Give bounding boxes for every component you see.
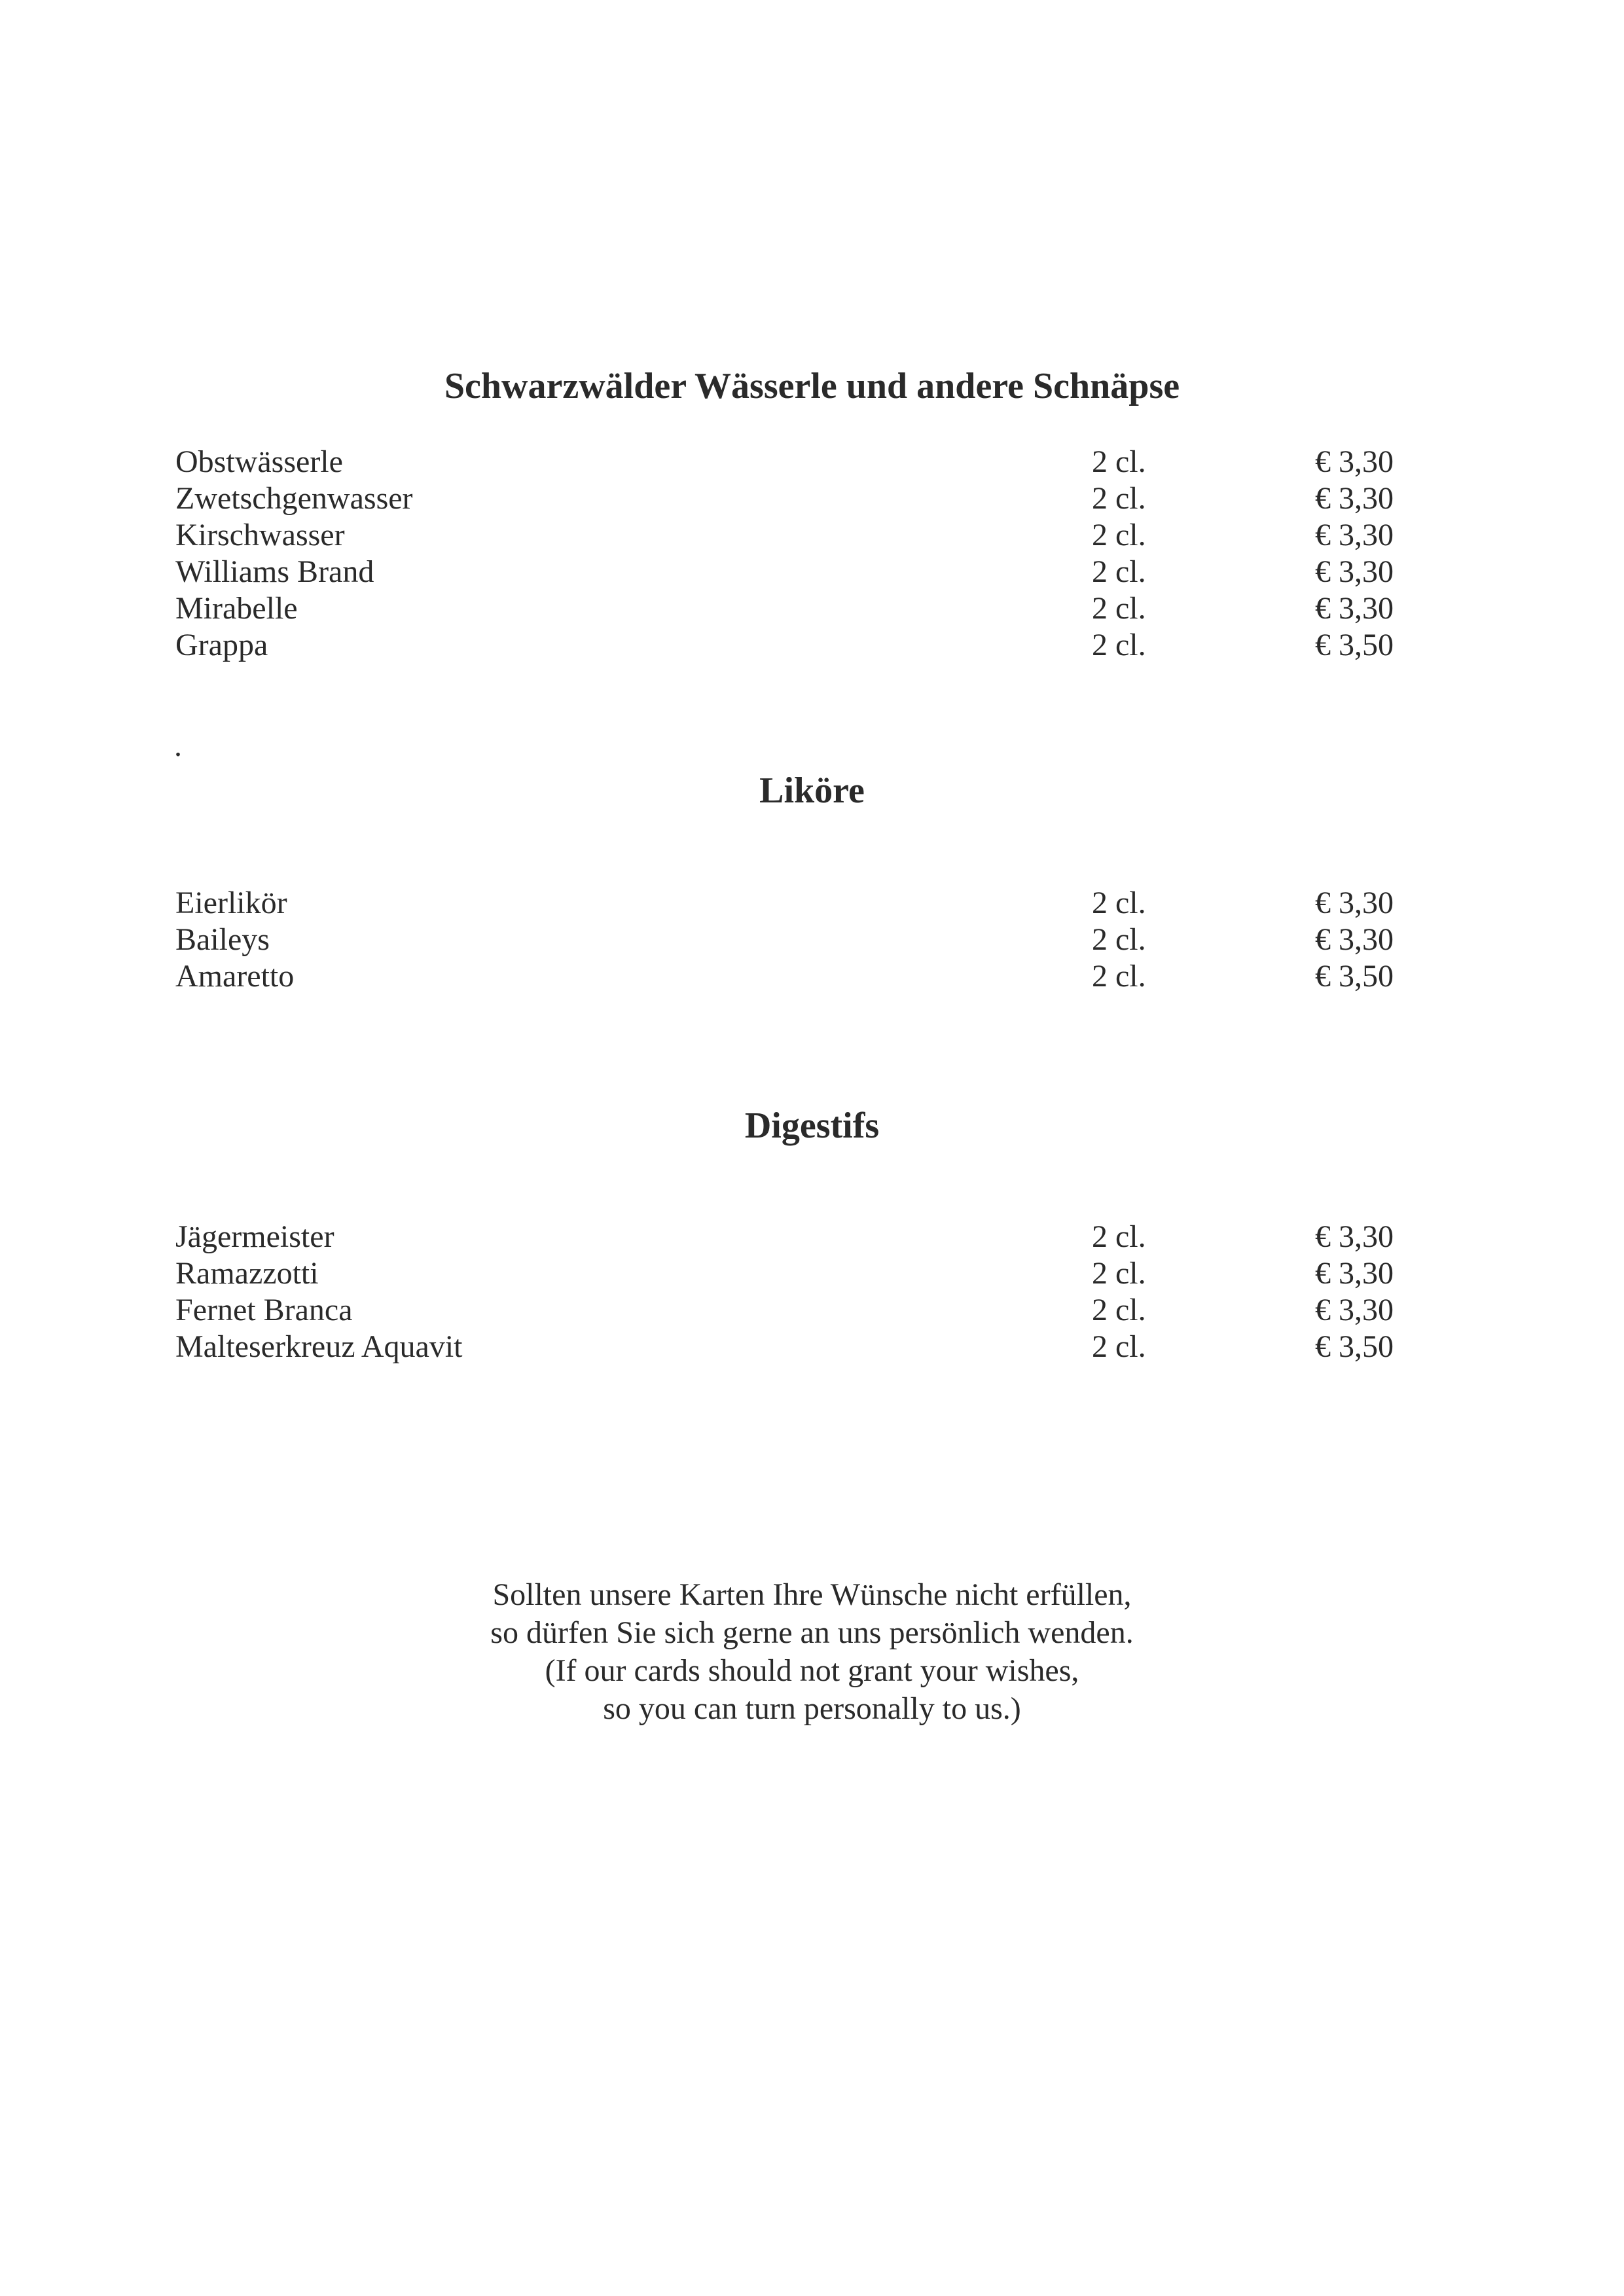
item-price: € 3,50 [1315, 628, 1394, 662]
item-price: € 3,30 [1315, 922, 1394, 957]
item-price: € 3,30 [1315, 444, 1394, 479]
menu-item [0, 1329, 1624, 1365]
item-name: Jägermeister [175, 1219, 334, 1254]
item-name: Baileys [175, 922, 270, 957]
footer-line-de-1: Sollten unsere Karten Ihre Wünsche nicht erfüllen, [492, 1577, 1132, 1612]
item-size: 2 cl. [1092, 444, 1146, 479]
menu-item [0, 922, 1624, 958]
menu-item [0, 627, 1624, 664]
item-list-likoere [0, 885, 1624, 995]
item-price: € 3,50 [1315, 1329, 1394, 1364]
item-size: 2 cl. [1092, 959, 1146, 994]
item-name: Obstwässerle [175, 444, 343, 479]
section-title-schnaepse: Schwarzwälder Wässerle und andere Schnäpse [444, 366, 1180, 406]
item-name: Malteserkreuz Aquavit [175, 1329, 463, 1364]
section-title-likoere: Liköre [759, 770, 865, 811]
menu-item [0, 444, 1624, 480]
item-price: € 3,30 [1315, 518, 1394, 552]
item-price: € 3,50 [1315, 959, 1394, 994]
item-size: 2 cl. [1092, 554, 1146, 589]
item-size: 2 cl. [1092, 1256, 1146, 1291]
menu-item [0, 958, 1624, 995]
menu-item [0, 590, 1624, 627]
item-size: 2 cl. [1092, 591, 1146, 626]
item-size: 2 cl. [1092, 1329, 1146, 1364]
menu-item [0, 554, 1624, 590]
menu-item [0, 1255, 1624, 1292]
item-name: Ramazzotti [175, 1256, 319, 1291]
section-title-digestifs: Digestifs [744, 1105, 880, 1146]
item-name: Kirschwasser [175, 518, 345, 552]
item-size: 2 cl. [1092, 628, 1146, 662]
item-size: 2 cl. [1092, 1219, 1146, 1254]
item-size: 2 cl. [1092, 886, 1146, 920]
stray-period: . [174, 728, 182, 763]
item-price: € 3,30 [1315, 481, 1394, 516]
footer-line-en-2: so you can turn personally to us.) [603, 1691, 1021, 1726]
item-name: Eierlikör [175, 886, 287, 920]
footer-note [0, 1576, 1624, 1728]
menu-item [0, 885, 1624, 922]
item-name: Mirabelle [175, 591, 298, 626]
item-name: Fernet Branca [175, 1293, 353, 1327]
item-price: € 3,30 [1315, 1256, 1394, 1291]
menu-item [0, 480, 1624, 517]
item-size: 2 cl. [1092, 518, 1146, 552]
item-name: Grappa [175, 628, 268, 662]
item-price: € 3,30 [1315, 1293, 1394, 1327]
item-price: € 3,30 [1315, 591, 1394, 626]
item-name: Amaretto [175, 959, 295, 994]
item-size: 2 cl. [1092, 922, 1146, 957]
item-price: € 3,30 [1315, 886, 1394, 920]
item-size: 2 cl. [1092, 481, 1146, 516]
item-list-digestifs [0, 1219, 1624, 1365]
footer-line-en-1: (If our cards should not grant your wishes, [545, 1653, 1079, 1688]
item-name: Zwetschgenwasser [175, 481, 413, 516]
menu-item [0, 517, 1624, 554]
menu-item [0, 1219, 1624, 1255]
item-size: 2 cl. [1092, 1293, 1146, 1327]
footer-line-de-2: so dürfen Sie sich gerne an uns persönlich wenden. [490, 1615, 1134, 1650]
item-name: Williams Brand [175, 554, 374, 589]
item-price: € 3,30 [1315, 554, 1394, 589]
item-price: € 3,30 [1315, 1219, 1394, 1254]
item-list-schnaepse [0, 444, 1624, 664]
menu-item [0, 1292, 1624, 1329]
